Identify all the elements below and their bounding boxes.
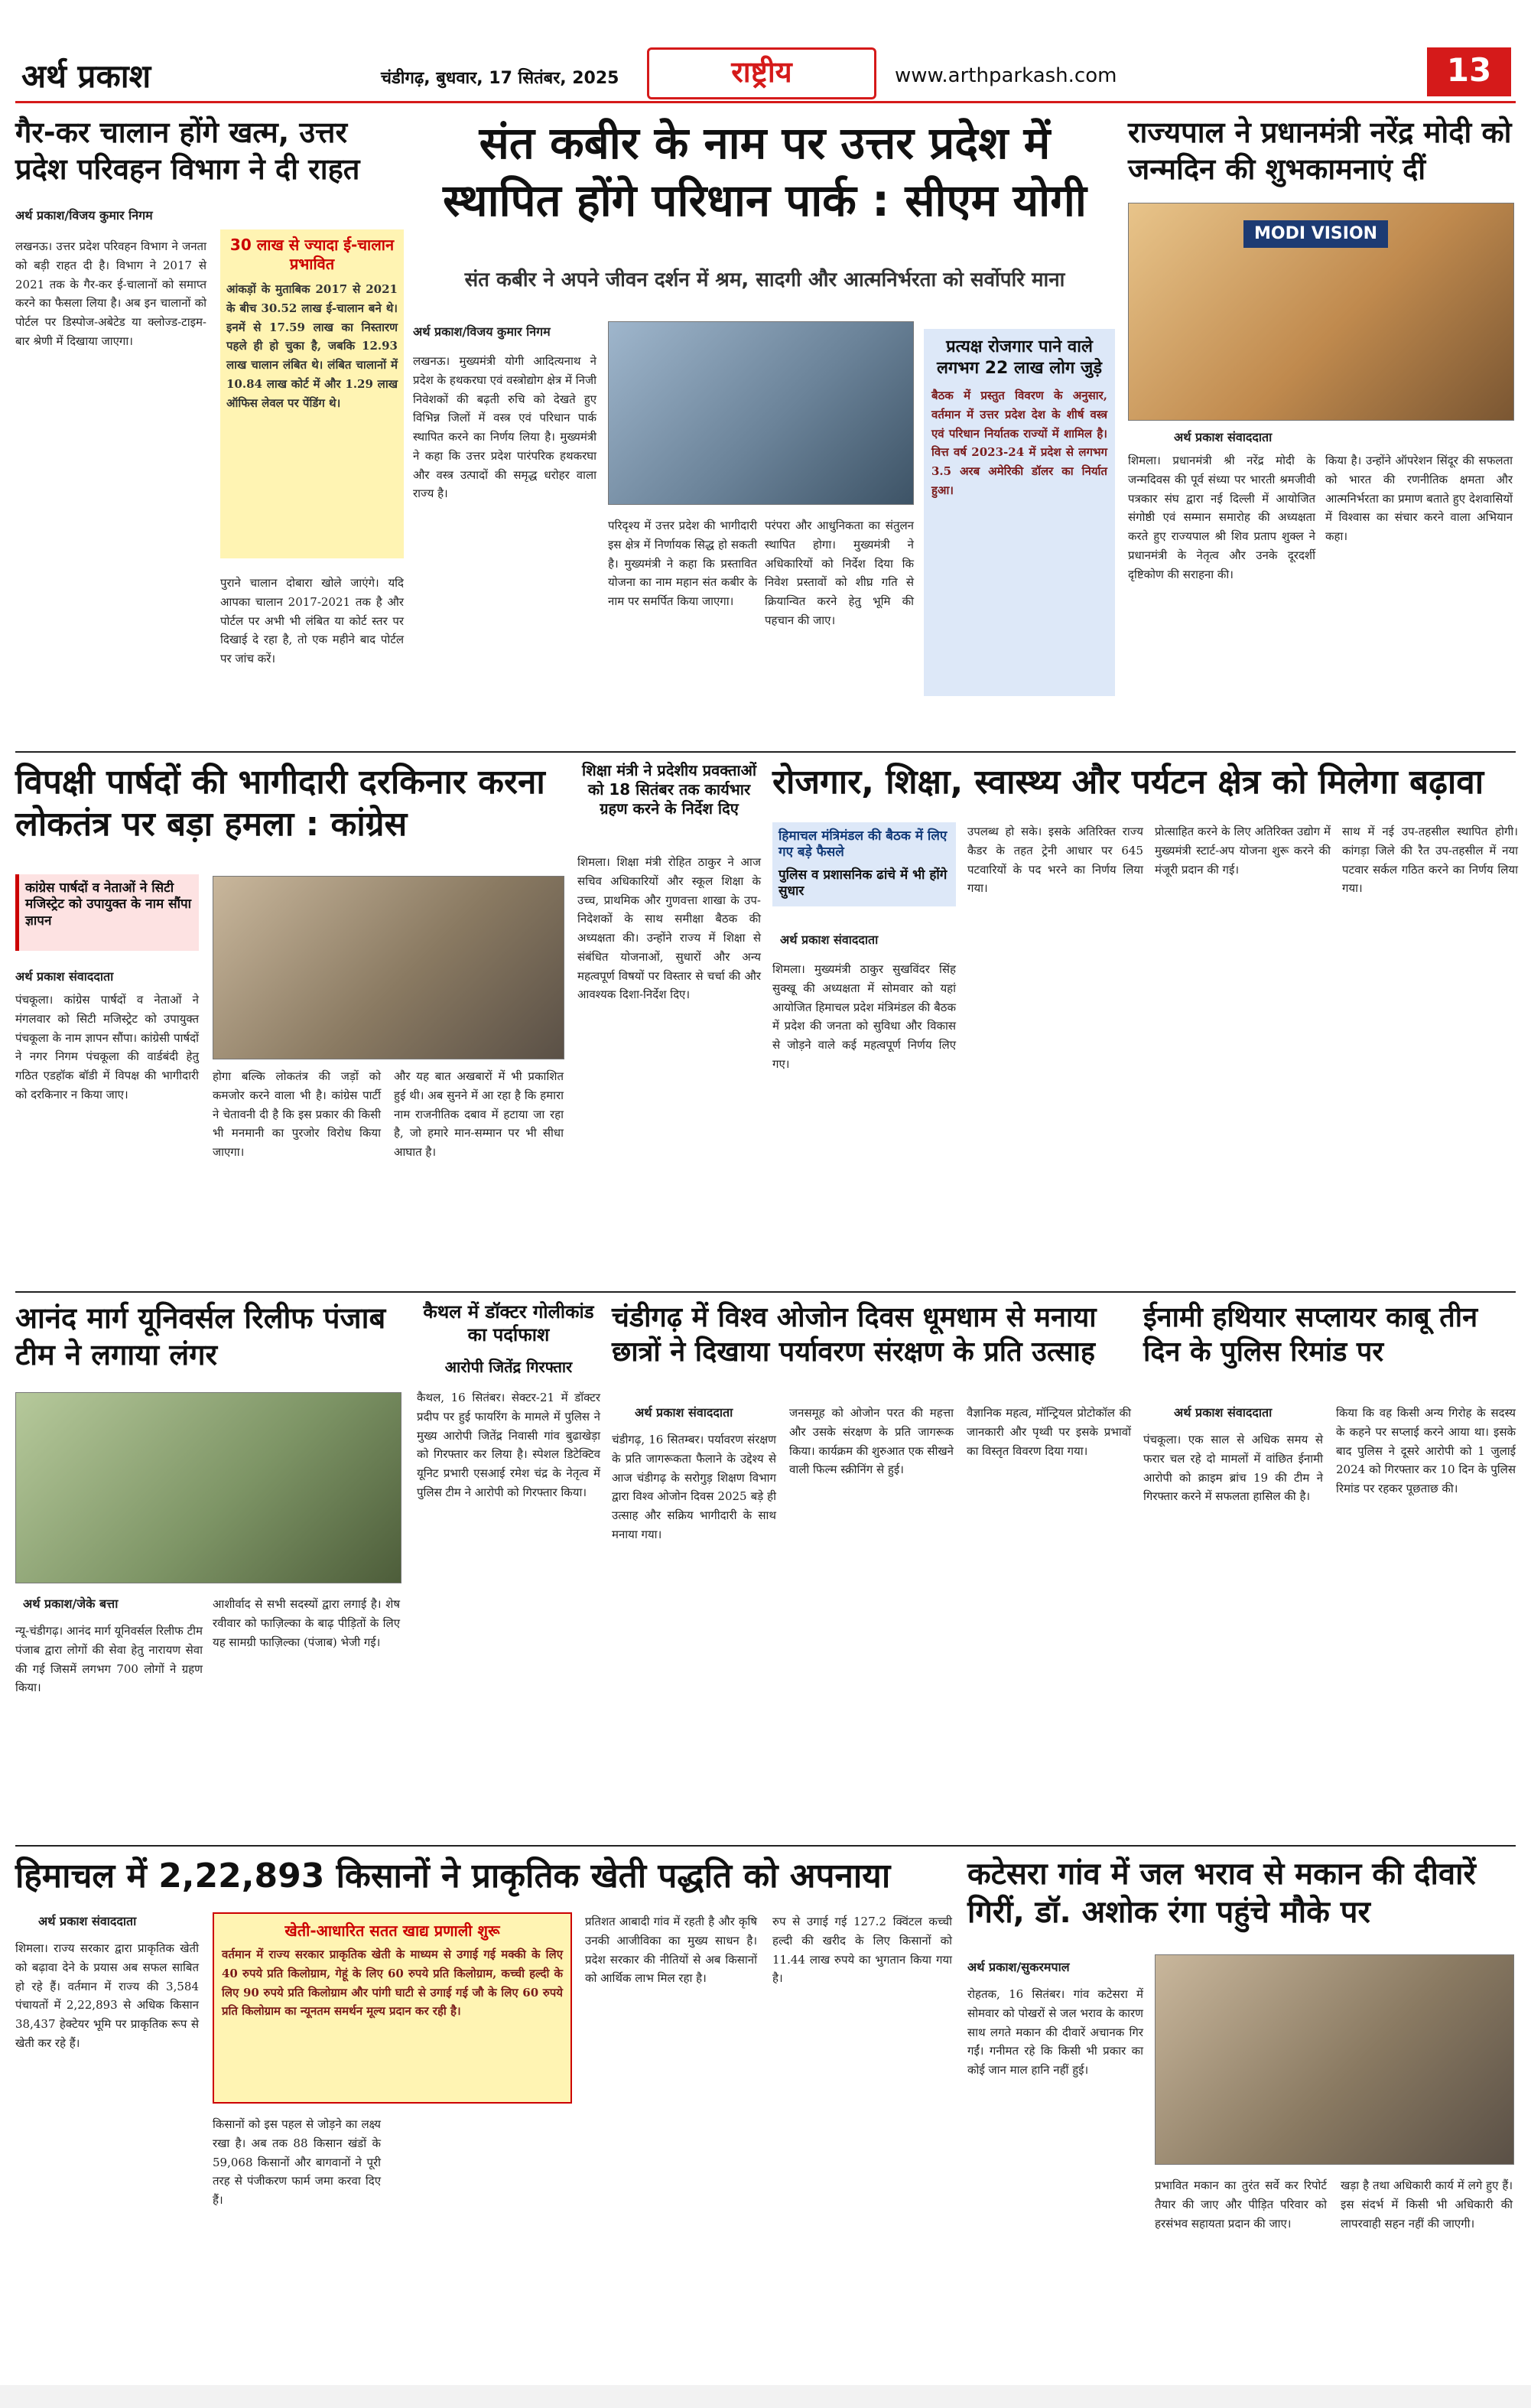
article-body: रोहतक, 16 सितंबर। गांव कटेसरा में सोमवार को पोखरों से जल भराव के कारण साथ लगते मकान की दीवारें अचानक गिर गईं। गनीमत रहे कि किसी भी प्रकार का कोई जान माल हानि नहीं हुई। [967, 1987, 1143, 2077]
story-education-minister [577, 761, 761, 1281]
headline: कटेसरा गांव में जल भराव से मकान की दीवारें गिरीं, डॉ. अशोक रंगा पहुंचे मौके पर [967, 1856, 1476, 1930]
headline: कैथल में डॉक्टर गोलीकांड का पर्दाफाश [423, 1301, 594, 1346]
photo-banner: MODI VISION [1243, 220, 1388, 248]
story-anand-marg [15, 1300, 405, 1836]
employment-box [924, 329, 1115, 696]
subhead: संत कबीर ने अपने जीवन दर्शन में श्रम, सादगी और आत्मनिर्भरता को सर्वोपरि माना [464, 268, 1065, 291]
article-body: लखनऊ। उत्तर प्रदेश परिवहन विभाग ने जनता को बड़ी राहत दी है। विभाग ने 2017 से 2021 तक के गैर-कर ई-चालानों को समाप्त करने का फैसला लिया है। अब इन चालानों को पोर्टल पर डिस्पोज-अबेटेड या क्लोज्ड-टाइम-बार श्रेणी में दिखाया जाएगा। [15, 239, 206, 348]
article-body: लखनऊ। मुख्यमंत्री योगी आदित्यनाथ ने प्रदेश के हथकरघा एवं वस्त्रोद्योग क्षेत्र में निजी निवेशकों की बढ़ती रुचि को देखते हुए विभिन्न जिलों में वस्त्र एवं परिधान पार्क स्थापित करने का निर्णय लिया है। मुख्यमंत्री ने कहा कि उत्तर प्रदेश पारंपरिक हथकरघा और वस्त्र उत्पादों की समृद्ध धरोहर वाला राज्य है। [413, 354, 596, 501]
box-title: खेती-आधारित सतत खाद्य प्रणाली शुरू [284, 1922, 500, 1940]
brand-logo: अर्थ प्रकाश [21, 57, 151, 95]
headline: हिमाचल में 2,22,893 किसानों ने प्राकृतिक खेती पद्धति को अपनाया [15, 1856, 891, 1895]
decision-box: हिमाचल मंत्रिमंडल की बैठक में लिए गए बड़े फैसले पुलिस व प्रशासनिक ढांचे में भी होंगे सुधार [772, 822, 956, 906]
tag-box: कांग्रेस पार्षदों व नेताओं ने सिटी मजिस्ट्रेट को उपायुक्त के नाम सौंपा ज्ञापन [15, 874, 199, 951]
byline: अर्थ प्रकाश/विजय कुमार निगम [413, 324, 551, 339]
memo-photo [213, 876, 564, 1059]
story-echallan [15, 115, 405, 742]
article-body-3: खड़ा है तथा अधिकारी कार्य में लगे हुए हैं। इस संदर्भ में किसी भी अधिकारी की लापरवाही सहन नहीं की जाएगी। [1341, 2179, 1513, 2231]
box-text: बैठक में प्रस्तुत विवरण के अनुसार, वर्तमान में उत्तर प्रदेश देश के शीर्ष वस्त्र एवं परिधान निर्यातक राज्यों में शामिल है। वित्त वर्ष 2023-24 में प्रदेश से लगभग 3.5 अरब अमेरिकी डॉलर का निर्यात हुआ। [931, 389, 1107, 497]
article-body-2: परिदृश्य में उत्तर प्रदेश की भागीदारी इस क्षेत्र में निर्णायक सिद्ध हो सकती है। मुख्यमंत्री ने कहा कि प्रस्तावित योजना का नाम महान संत कबीर के नाम पर समर्पित किया जाएगा। [608, 519, 757, 608]
byline: अर्थ प्रकाश संवाददाता [1174, 1405, 1273, 1420]
article-body: शिमला। शिक्षा मंत्री रोहित ठाकुर ने आज सचिव अधिकारियों और स्कूल शिक्षा के उच्च, प्राथमिक और गुणवत्ता शाखा के उप-निदेशकों के साथ समीक्षा बैठक की अध्यक्षता की। उन्होंने राज्य में शिक्षा से संबंधित योजनाओं, सुधारों और अन्य महत्वपूर्ण विषयों पर विस्तार से चर्चा की और आवश्यक दिशा-निर्देश दिए। [577, 855, 761, 1002]
row-divider-2 [15, 1291, 1516, 1293]
row-divider-3 [15, 1845, 1516, 1847]
headline: संत कबीर के नाम पर उत्तर प्रदेश में स्थापित होंगे परिधान पार्क : सीएम योगी [443, 117, 1087, 227]
subhead: आरोपी जितेंद्र गिरफ्तार [444, 1358, 573, 1376]
byline: अर्थ प्रकाश संवाददाता [15, 969, 114, 984]
article-body-2: किसानों को इस पहल से जोड़ने का लक्ष्य रखा है। अब तक 88 किसान खंडों के 59,068 किसानों और बागवानों ने पूरी तरह से पंजीकरण फार्म जमा करवा दिए हैं। [213, 2117, 381, 2207]
article-body: न्यू-चंडीगढ़। आनंद मार्ग यूनिवर्सल रिलीफ टीम पंजाब द्वारा लोगों की सेवा हेतु नारायण सेवा की गई जिसमें लगभग 700 लोगों ने ग्रहण किया। [15, 1624, 203, 1695]
food-system-box [213, 1912, 572, 2104]
story-katesra-flood [967, 1855, 1518, 2360]
headline: रोजगार, शिक्षा, स्वास्थ्य और पर्यटन क्षेत्र को मिलेगा बढ़ावा [772, 763, 1484, 802]
story-kaithal-shooting [417, 1300, 600, 1836]
sidebar-title: 30 लाख से ज्यादा ई-चालान प्रभावित [229, 236, 395, 273]
footer-strip [0, 2385, 1531, 2408]
article-body: पंचकूला। एक साल से अधिक समय से फरार चल रहे दो मामलों में वांछित ईनामी आरोपी को क्राइम ब्रांच 19 की टीम ने गिरफ्तार करने में सफलता हासिल की है। [1143, 1433, 1323, 1504]
article-body-2: आशीर्वाद से सभी सदस्यों द्वारा लगाई है। शेष रवीवार को फाज़िल्का के बाढ़ पीड़ितों के लिए यह सामग्री फाज़िल्का (पंजाब) भेजी गई। [213, 1597, 400, 1649]
headline: राज्यपाल ने प्रधानमंत्री नरेंद्र मोदी को जन्मदिन की शुभकामनाएं दीं [1128, 116, 1512, 186]
article-body-3: परंपरा और आधुनिकता का संतुलन स्थापित होगा। मुख्यमंत्री ने अधिकारियों को निर्देश दिया कि निवेश प्रस्तावों को शीघ्र गति से क्रियान्वित करने हेतु भूमि की पहचान की जाए। [765, 519, 914, 627]
byline: अर्थ प्रकाश/विजय कुमार निगम [15, 208, 153, 223]
sidebar-box [220, 229, 404, 558]
article-body-4: साथ में नई उप-तहसील स्थापित होगी। कांगड़ा जिले की रैत उप-तहसील में नया पटवार सर्कल गठित करने का निर्णय लिया गया। [1342, 825, 1518, 896]
byline: अर्थ प्रकाश संवाददाता [38, 1914, 137, 1928]
byline: अर्थ प्रकाश संवाददाता [635, 1405, 733, 1420]
byline: अर्थ प्रकाश/जेके बत्ता [23, 1596, 119, 1611]
article-body: चंडीगढ़, 16 सितम्बर। पर्यावरण संरक्षण के प्रति जागरूकता फैलाने के उद्देश्य से आज चंडीगढ़ के सरोगुड़ शिक्षण विभाग द्वारा विश्व ओजोन दिवस 2025 बड़े ही उत्साह और सक्रिय भागीदारी के साथ मनाया गया। [612, 1433, 776, 1541]
article-body: कैथल, 16 सितंबर। सेक्टर-21 में डॉक्टर प्रदीप पर हुई फायरिंग के मामले में पुलिस ने मुख्य आरोपी जितेंद्र निवासी गांव बुढाखेड़ा को गिरफ्तार कर लिया है। स्पेशल डिटेक्टिव यूनिट प्रभारी एसआई रमेश चंद्र के नेतृत्व में पुलिस टीम ने आरोपी को गिरफ्तार किया। [417, 1391, 600, 1499]
website[interactable]: www.arthparkash.com [895, 64, 1117, 87]
page-number: 13 [1427, 47, 1511, 96]
masthead [0, 0, 1531, 99]
row-divider-1 [15, 751, 1516, 753]
byline: अर्थ प्रकाश/सुकरमपाल [967, 1960, 1070, 1974]
box-title: प्रत्यक्ष रोजगार पाने वाले लगभग 22 लाख लोग जुड़े [936, 337, 1103, 378]
byline: अर्थ प्रकाश संवाददाता [1174, 430, 1273, 444]
headline: चंडीगढ़ में विश्व ओजोन दिवस धूमधाम से मनाया छात्रों ने दिखाया पर्यावरण संरक्षण के प्रति उत्साह [612, 1302, 1097, 1368]
headline: शिक्षा मंत्री ने प्रदेशीय प्रवक्ताओं को 18 सितंबर तक कार्यभार ग्रहण करने के निर्देश दिए [581, 761, 757, 818]
story-governor-wishes [1128, 115, 1518, 742]
story-ozone-day [612, 1300, 1132, 1836]
byline: अर्थ प्रकाश संवाददाता [780, 932, 879, 947]
section-title: राष्ट्रीय [731, 55, 792, 89]
headline: ईनामी हथियार सप्लायर काबू तीन दिन के पुलिस रिमांड पर [1143, 1302, 1478, 1368]
article-body-2: किया कि वह किसी अन्य गिरोह के सदस्य के कहने पर सप्लाई करने आया था। इसके बाद पुलिस ने दूसरे आरोपी को 1 जुलाई 2024 को गिरफ्तार कर 10 दिन के पुलिस रिमांड पर रहकर पूछताछ की। [1336, 1406, 1516, 1495]
article-body-3: वैज्ञानिक महत्व, मॉन्ट्रियल प्रोटोकॉल की जानकारी और पृथ्वी पर इसके प्रभावों का विस्तृत विवरण दिया गया। [967, 1406, 1131, 1458]
story-kabir-parks [413, 115, 1117, 742]
article-body-2: जनसमूह को ओजोन परत की महत्ता और उसके संरक्षण के प्रति जागरूक किया। कार्यक्रम की शुरुआत एक सीखने वाली फिल्म स्क्रीनिंग से हुई। [789, 1406, 954, 1477]
story-himachal-cabinet [772, 761, 1518, 1281]
article-body-3: प्रोत्साहित करने के लिए अतिरिक्त उद्योग में मुख्यमंत्री स्टार्ट-अप योजना शुरू करने की मंजूरी प्रदान की गई। [1155, 825, 1331, 877]
article-body-4: रुप से उगाई गई 127.2 क्विंटल कच्ची हल्दी की खरीद के लिए किसानों को 11.44 लाख रुपये का भुगतान किया गया है। [772, 1915, 952, 1986]
article-body-3: और यह बात अखबारों में भी प्रकाशित हुई थी। अब सुनने में आ रहा है कि हमारा नाम राजनीतिक दबाव में हटाया जा रहा है, जो हमारे मान-सम्मान पर भी सीधा आघात है। [394, 1069, 564, 1159]
meeting-photo [608, 321, 914, 505]
langar-photo [15, 1392, 401, 1583]
article-body: शिमला। राज्य सरकार द्वारा प्राकृतिक खेती को बढ़ावा देने के प्रयास अब सफल साबित हो रहे हैं। वर्तमान में राज्य की 3,584 पंचायतों में 2,22,893 से अधिक किसान 38,437 हेक्टेयर भूमि पर प्राकृतिक रूप से खेती कर रहे हैं। [15, 1941, 199, 2050]
story-congress-memo [15, 761, 566, 1281]
article-body-2: प्रभावित मकान का तुरंत सर्वे कर रिपोर्ट तैयार की जाए और पीड़ित परिवार को हरसंभव सहायता प्रदान की जाए। [1155, 2179, 1327, 2231]
article-body: पंचकूला। कांग्रेस पार्षदों व नेताओं ने मंगलवार को सिटी मजिस्ट्रेट को उपायुक्त पंचकूला के नाम ज्ञापन सौंपा। कांग्रेसी पार्षदों ने नगर निगम पंचकूला की वार्डबंदी हेतु गठित एडहॉक बॉडी में विपक्ष की भागीदारी को दरकिनार न किया जाए। [15, 993, 199, 1101]
headline: विपक्षी पार्षदों की भागीदारी दरकिनार करना लोकतंत्र पर बड़ा हमला : कांग्रेस [15, 763, 545, 844]
sidebar-text: आंकड़ों के मुताबिक 2017 से 2021 के बीच 30.52 लाख ई-चालान बने थे। इनमें से 17.59 लाख का निस्तारण पहले ही हो चुका है, जबकि 12.93 लाख चालान लंबित थे। लंबित चालानों में 10.84 लाख कोर्ट में और 1.29 लाख ऑफिस लेवल पर पेंडिंग थे। [226, 282, 398, 410]
story-natural-farming [15, 1855, 956, 2360]
story-arms-supplier [1143, 1300, 1518, 1836]
box-text: वर्तमान में राज्य सरकार प्राकृतिक खेती के माध्यम से उगाई गई मक्की के लिए 40 रुपये प्रति किलोग्राम, गेहूं के लिए 60 रुपये प्रति किलोग्राम, कच्ची हल्दी के लिए 90 रुपये प्रति किलोग्राम और पांगी घाटी से उगाई गई जौ के लिए 60 रुपये प्रति किलोग्राम का न्यूनतम समर्थन मूल्य प्रदान कर रही है। [222, 1948, 563, 2019]
article-body-2: उपलब्ध हो सके। इसके अतिरिक्त राज्य कैडर के तहत ट्रेनी आधार पर 645 पटवारियों के पद भरने का निर्णय लिया गया। [967, 825, 1143, 896]
headline: आनंद मार्ग यूनिवर्सल रिलीफ पंजाब टीम ने लगाया लंगर [15, 1301, 386, 1372]
flood-photo [1155, 1954, 1514, 2165]
dateline: चंडीगढ़, बुधवार, 17 सितंबर, 2025 [381, 69, 619, 88]
headline: गैर-कर चालान होंगे खत्म, उत्तर प्रदेश परिवहन विभाग ने दी राहत [15, 116, 360, 186]
article-body-3: प्रतिशत आबादी गांव में रहती है और कृषि उनकी आजीविका का मुख्य साधन है। प्रदेश सरकार की नीतियों से अब किसानों को आर्थिक लाभ मिल रहा है। [585, 1915, 757, 1986]
article-body-2: होगा बल्कि लोकतंत्र की जड़ों को कमजोर करने वाला भी है। कांग्रेस पार्टी ने चेतावनी दी है कि इस प्रकार की किसी भी मनमानी का पुरजोर विरोध किया जाएगा। [213, 1069, 381, 1159]
section-label [647, 47, 876, 99]
article-body-2: पुराने चालान दोबारा खोले जाएंगे। यदि आपका चालान 2017-2021 तक है और पोर्टल पर अभी भी लंबित या कोर्ट स्तर पर दिखाई दे रहा है, तो एक महीने बाद पोर्टल पर जांच करें। [220, 576, 404, 665]
article-body: शिमला। मुख्यमंत्री ठाकुर सुखविंदर सिंह सुक्खू की अध्यक्षता में सोमवार को यहां आयोजित हिमाचल प्रदेश मंत्रिमंडल की बैठक में प्रदेश की जनता को सुविधा और विकास से जोड़ने वाले कई महत्वपूर्ण निर्णय लिए गए। [772, 962, 956, 1071]
article-body: शिमला। प्रधानमंत्री श्री नरेंद्र मोदी के जन्मदिवस की पूर्व संध्या पर भारती श्रमजीवी पत्रकार संघ द्वारा नई दिल्ली में आयोजित संगोष्ठी एवं सम्मान समारोह की अध्यक्षता करते हुए राज्यपाल श्री शिव प्रताप शुक्ल ने प्रधानमंत्री के नेतृत्व और उनके दूरदर्शी दृष्टिकोण की सराहना की। [1128, 454, 1315, 581]
article-body-2: किया है। उन्होंने ऑपरेशन सिंदूर की सफलता को भारत की रणनीतिक क्षमता और आत्मनिर्भरता का प्रमाण बताते हुए देशवासियों में विश्वास का संचार करने वाला अभियान कहा। [1325, 454, 1513, 543]
masthead-rule [15, 101, 1516, 103]
